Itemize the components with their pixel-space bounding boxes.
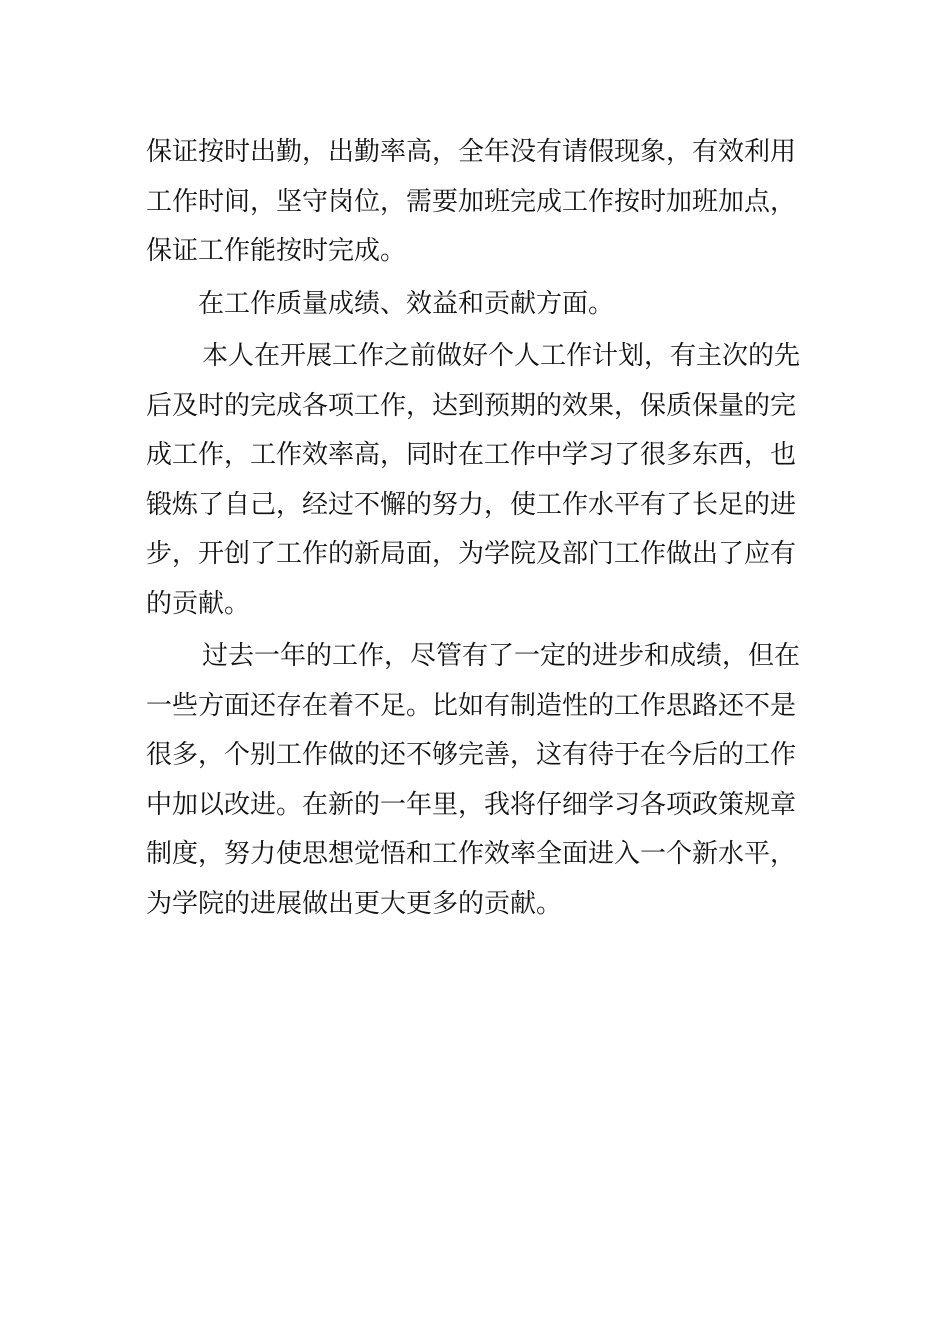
paragraph-attendance xyxy=(146,128,806,277)
text-line: 步，开创了工作的新局面，为学院及部门工作做出了应有 xyxy=(146,539,797,569)
text-line: 本人在开展工作之前做好个人工作计划，有主次的先 xyxy=(202,341,801,371)
text-line: 成工作，工作效率高，同时在工作中学习了很多东西，也 xyxy=(146,440,797,470)
paragraph-shortcomings xyxy=(146,632,806,929)
paragraph-quality-heading xyxy=(146,280,806,330)
text-line: 为学院的进展做出更大更多的贡献。 xyxy=(146,888,563,919)
text-line: 一些方面还存在着不足。比如有制造性的工作思路还不是 xyxy=(146,690,797,721)
text-line: 制度，努力使思想觉悟和工作效率全面进入一个新水平， xyxy=(146,839,797,869)
text-line: 中加以改进。在新的一年里，我将仔细学习各项政策规章 xyxy=(146,789,797,820)
document-body xyxy=(146,128,806,929)
text-line: 保证工作能按时完成。 xyxy=(146,236,407,266)
text-line: 后及时的完成各项工作，达到预期的效果，保质保量的完 xyxy=(146,390,797,421)
text-line: 在工作质量成绩、效益和贡献方面。 xyxy=(198,288,615,319)
text-line: 的贡献。 xyxy=(146,588,251,619)
text-line: 保证按时出勤，出勤率高，全年没有请假现象，有效利用 xyxy=(146,137,797,167)
paragraph-work-plan xyxy=(146,332,806,629)
text-line: 锻炼了自己，经过不懈的努力，使工作水平有了长足的进 xyxy=(146,489,797,520)
text-line: 工作时间，坚守岗位，需要加班完成工作按时加班加点， xyxy=(146,186,797,217)
text-line: 过去一年的工作，尽管有了一定的进步和成绩，但在 xyxy=(202,641,801,671)
text-line: 很多，个别工作做的还不够完善，这有待于在今后的工作 xyxy=(146,740,797,770)
